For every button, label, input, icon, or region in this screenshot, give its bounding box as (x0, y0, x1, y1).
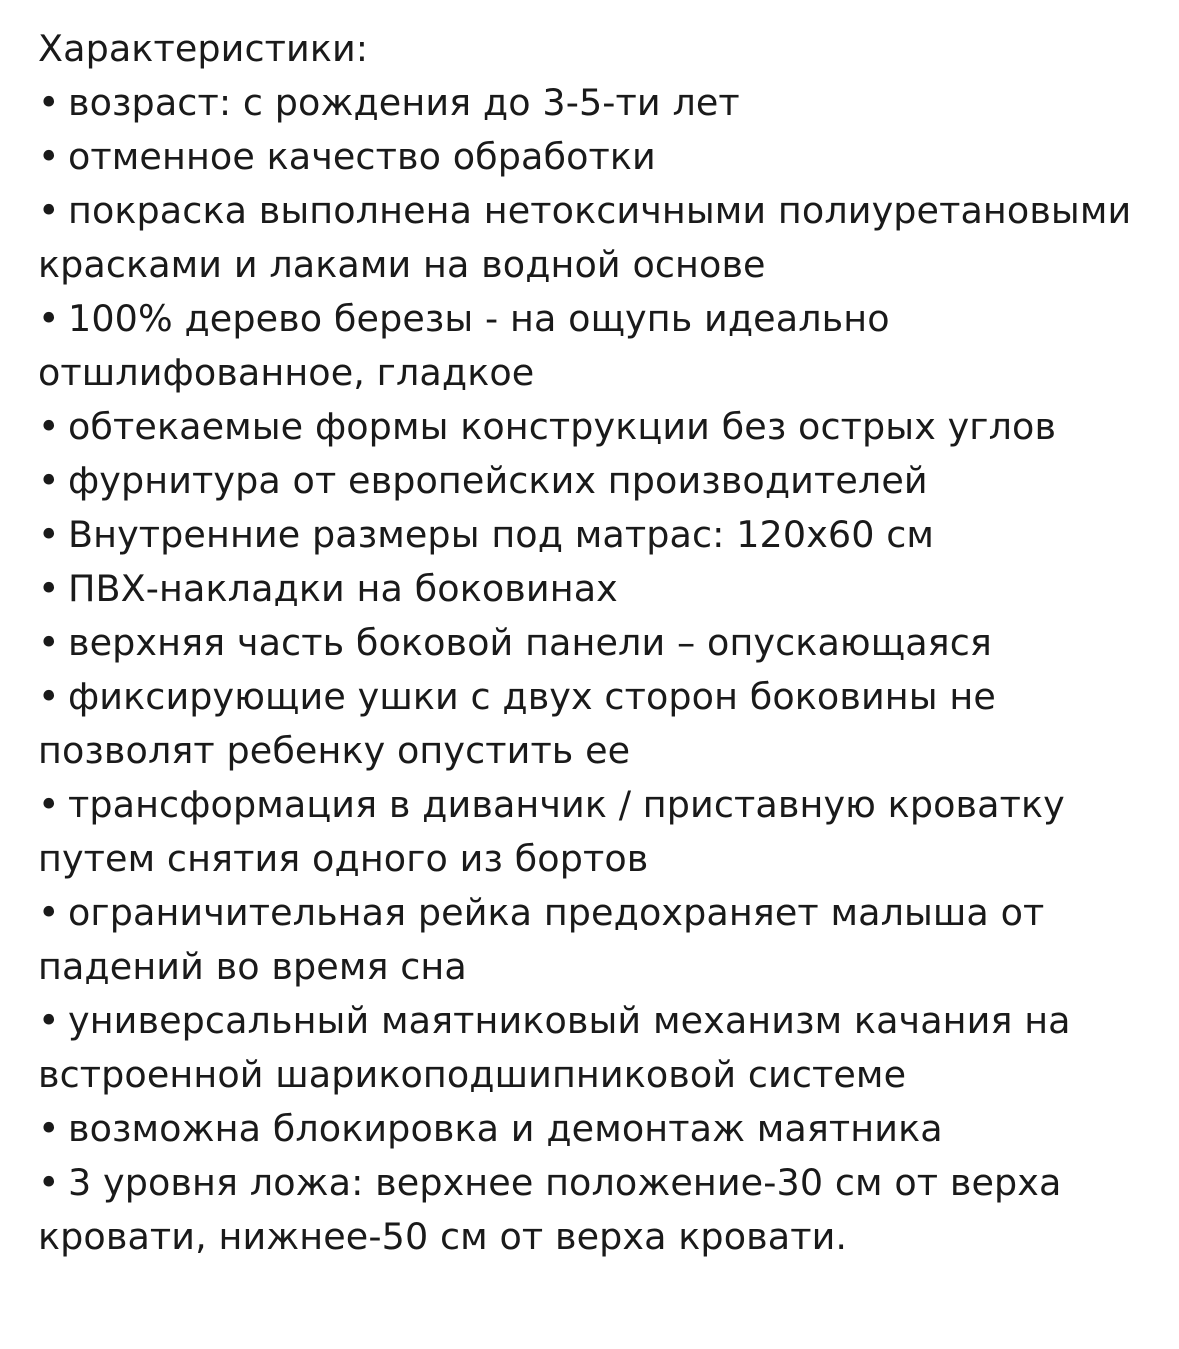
feature-text: 100% дерево березы - на ощупь идеально отшлифованное, гладкое (38, 297, 890, 394)
feature-text: покраска выполнена нетоксичными полиуретановыми красками и лаками на водной основе (38, 189, 1132, 286)
feature-item (38, 130, 1166, 184)
bullet-icon: • (38, 999, 60, 1042)
bullet-icon: • (38, 405, 60, 448)
feature-item (38, 994, 1166, 1102)
feature-text: ограничительная рейка предохраняет малыша от падений во время сна (38, 891, 1045, 988)
specs-heading: Характеристики: (38, 27, 369, 70)
bullet-icon: • (38, 891, 60, 934)
bullet-icon: • (38, 81, 60, 124)
feature-text: фиксирующие ушки с двух сторон боковины не позволят ребенку опустить ее (38, 675, 996, 772)
bullet-icon: • (38, 1107, 60, 1150)
feature-item (38, 76, 1166, 130)
feature-text: фурнитура от европейских производителей (68, 459, 928, 502)
feature-item (38, 616, 1166, 670)
feature-item (38, 454, 1166, 508)
bullet-icon: • (38, 621, 60, 664)
feature-item (38, 400, 1166, 454)
feature-item (38, 184, 1166, 292)
feature-text: ПВХ-накладки на боковинах (68, 567, 618, 610)
feature-text: верхняя часть боковой панели – опускающаяся (68, 621, 992, 664)
bullet-icon: • (38, 567, 60, 610)
feature-item (38, 292, 1166, 400)
bullet-icon: • (38, 1161, 60, 1204)
bullet-icon: • (38, 297, 60, 340)
features-list (38, 76, 1166, 1264)
feature-item (38, 508, 1166, 562)
bullet-icon: • (38, 675, 60, 718)
feature-text: возможна блокировка и демонтаж маятника (68, 1107, 943, 1150)
bullet-icon: • (38, 783, 60, 826)
feature-item (38, 1156, 1166, 1264)
bullet-icon: • (38, 189, 60, 232)
feature-text: Внутренние размеры под матрас: 120х60 см (68, 513, 935, 556)
feature-text: возраст: с рождения до 3-5-ти лет (68, 81, 740, 124)
feature-text: трансформация в диванчик / приставную кроватку путем снятия одного из бортов (38, 783, 1065, 880)
feature-text: отменное качество обработки (68, 135, 656, 178)
feature-item (38, 886, 1166, 994)
bullet-icon: • (38, 135, 60, 178)
feature-text: 3 уровня ложа: верхнее положение-30 см от верха кровати, нижнее-50 см от верха кровати. (38, 1161, 1062, 1258)
feature-text: обтекаемые формы конструкции без острых углов (68, 405, 1057, 448)
bullet-icon: • (38, 513, 60, 556)
product-description (38, 22, 1166, 1264)
feature-item (38, 670, 1166, 778)
bullet-icon: • (38, 459, 60, 502)
feature-item (38, 1102, 1166, 1156)
feature-item (38, 562, 1166, 616)
feature-text: универсальный маятниковый механизм качания на встроенной шарикоподшипниковой системе (38, 999, 1071, 1096)
feature-item (38, 778, 1166, 886)
